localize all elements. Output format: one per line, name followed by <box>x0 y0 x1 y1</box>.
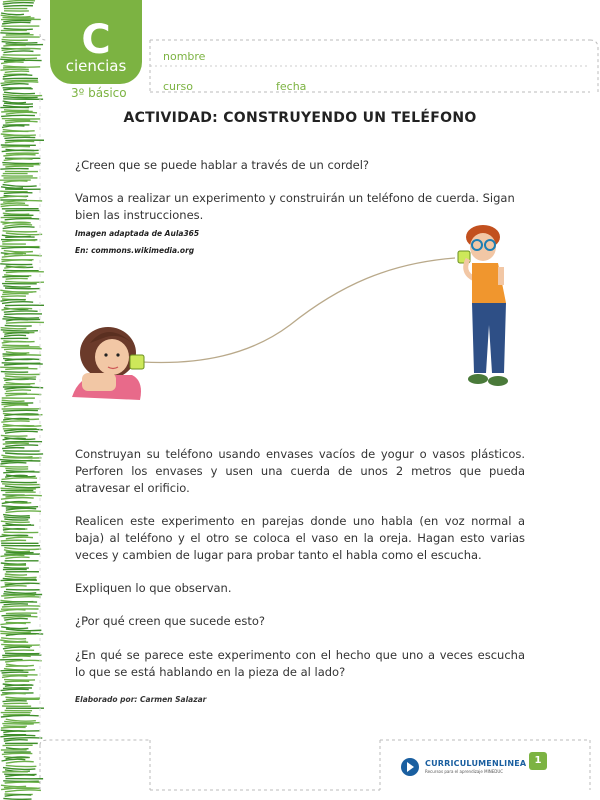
subject-badge <box>50 0 142 84</box>
logo-text: CURRICULUMENLINEA <box>425 759 527 768</box>
paragraph-intro: Vamos a realizar un experimento y construirán un teléfono de cuerda. Sigan bien las instrucciones. <box>75 191 515 222</box>
author-credit: Elaborado por: Carmen Salazar <box>75 695 207 704</box>
logo-subtext: Recursos para el aprendizaje MINEDUC <box>425 769 504 774</box>
boy-figure <box>458 225 508 386</box>
badge-letter: C <box>81 17 111 63</box>
field-fecha: fecha <box>276 80 307 93</box>
image-credit-2: En: commons.wikimedia.org <box>75 246 195 255</box>
paragraph-build: Construyan su teléfono usando envases vacíos de yogur o vasos plásticos. Perforen los envases y usen una cuerda de unos 2 metros que pueda atravesar el orificio. <box>75 447 525 495</box>
paragraph-experiment: Realicen este experimento en parejas donde uno habla (en voz normal a baja) al teléfono y el otro se coloca el vaso en la oreja. Hagan esto varias veces y cambien de lugar para probar tanto el habla como el escucha. <box>75 514 525 562</box>
field-nombre: nombre <box>163 50 206 63</box>
page-title: ACTIVIDAD: CONSTRUYENDO UN TELÉFONO <box>123 110 477 126</box>
paragraph-explain: Expliquen lo que observan. <box>75 581 232 595</box>
paragraph-question-1: ¿Creen que se puede hablar a través de un cordel? <box>75 158 370 172</box>
grade-label: 3º básico <box>71 86 127 100</box>
field-curso: curso <box>163 80 194 93</box>
telephone-illustration <box>60 225 540 405</box>
page-number: 1 <box>529 752 547 770</box>
girl-figure <box>72 327 144 400</box>
image-credit-1: Imagen adaptada de Aula365 <box>75 229 200 238</box>
subject-label: ciencias <box>65 57 127 75</box>
paragraph-question-3: ¿En qué se parece este experimento con el hecho que uno a veces escucha lo que se está hablando en la pieza de al lado? <box>75 648 525 679</box>
paragraph-question-2: ¿Por qué creen que sucede esto? <box>75 614 266 628</box>
